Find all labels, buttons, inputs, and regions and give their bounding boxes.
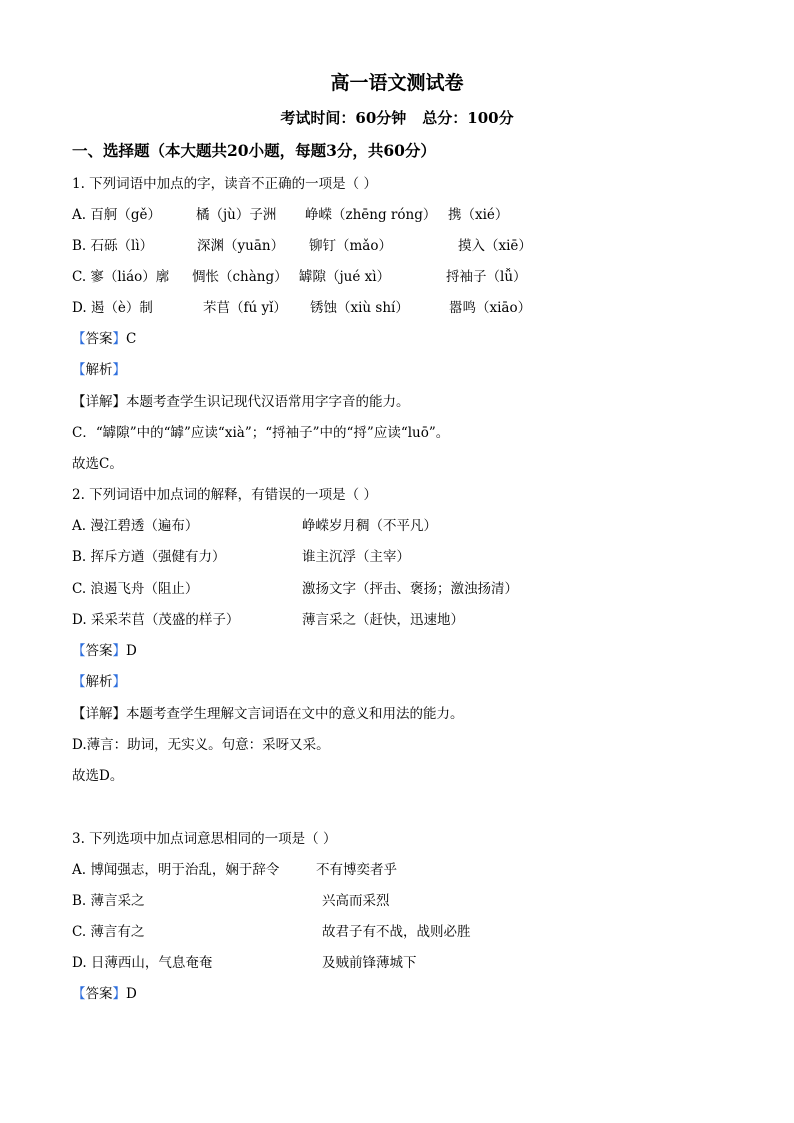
q3-option-b-left: B. 薄言采之 — [72, 893, 145, 909]
q1-option-b-item-3: 铆钉（mǎo） — [309, 238, 392, 254]
q1-option-b-item-4: 摸入（xiē） — [458, 238, 532, 254]
q1-analysis-tag: 【解析】 — [72, 362, 126, 378]
q3-stem: 3. 下列选项中加点词意思相同的一项是（ ） — [72, 831, 337, 847]
exam-total-score: 总分：100分 — [422, 109, 514, 127]
q3-option-c-left: C. 薄言有之 — [72, 924, 145, 940]
q2-answer — [72, 639, 137, 659]
q2-stem: 2. 下列词语中加点词的解释，有错误的一项是（ ） — [72, 487, 377, 503]
q2-option-d-right: 薄言采之（赶快，迅速地） — [302, 612, 464, 628]
detail-tag: 【详解】 — [72, 394, 126, 410]
answer-value: D — [126, 643, 137, 659]
q3-option-c-right: 故君子有不战，战则必胜 — [322, 924, 471, 940]
q1-option-b-item-2: 深渊（yuān） — [197, 238, 285, 254]
q2-option-d-left: D. 采采芣苢（茂盛的样子） — [72, 612, 240, 628]
q2-option-c-right: 激扬文字（抨击、褒扬；激浊扬清） — [302, 581, 518, 597]
q3-option-a-left: A. 博闻强志，明于治乱，娴于辞令 — [72, 862, 280, 878]
page-title: 高一语文测试卷 — [330, 72, 464, 94]
q3-answer — [72, 982, 137, 1002]
answer-value: C — [126, 331, 137, 347]
answer-tag: 【答案】 — [72, 986, 126, 1002]
q1-conclusion: 故选C。 — [72, 456, 123, 472]
q1-option-a-item-2: 橘（jù）子洲 — [196, 207, 277, 223]
q1-option-d-item-1: D. 遏（è）制 — [72, 300, 153, 316]
answer-value: D — [126, 986, 137, 1002]
answer-tag: 【答案】 — [72, 643, 126, 659]
q3-option-a-right: 不有博奕者乎 — [316, 862, 397, 878]
q1-option-a-item-1: A. 百舸（gě） — [72, 207, 161, 223]
q2-detail: 【详解】本题考查学生理解文言词语在文中的意义和用法的能力。 — [72, 706, 464, 722]
q1-option-d-item-4: 嚣鸣（xiāo） — [449, 300, 532, 316]
q3-option-d-right: 及贼前锋薄城下 — [322, 955, 417, 971]
q2-conclusion: 故选D。 — [72, 768, 124, 784]
q1-answer — [72, 327, 136, 347]
q1-option-c-item-2: 惆怅（chàng） — [192, 269, 288, 285]
q2-option-a-left: A. 漫江碧透（遍布） — [72, 518, 199, 534]
q1-option-c-item-4: 捋袖子（lǚ） — [446, 269, 527, 285]
q1-option-d-item-3: 锈蚀（xiù shí） — [310, 300, 409, 316]
q1-option-b-item-1: B. 石砾（lì） — [72, 238, 154, 254]
q2-option-c-left: C. 浪遏飞舟（阻止） — [72, 581, 199, 597]
q1-detail: 【详解】本题考查学生识记现代汉语常用字字音的能力。 — [72, 394, 410, 410]
answer-tag: 【答案】 — [72, 331, 126, 347]
detail-tag: 【详解】 — [72, 706, 126, 722]
q1-option-d-item-2: 芣苢（fú yǐ） — [203, 300, 287, 316]
q1-option-a-item-3: 峥嵘（zhēng róng） — [305, 207, 437, 223]
q1-option-c-item-1: C. 寥（liáo）廓 — [72, 269, 170, 285]
q1-option-a-item-4: 携（xié） — [448, 207, 509, 223]
q1-stem: 1. 下列词语中加点的字，读音不正确的一项是（ ） — [72, 176, 377, 192]
q2-explanation: D.薄言：助词，无实义。句意：采呀又采。 — [72, 737, 330, 753]
q3-option-d-left: D. 日薄西山，气息奄奄 — [72, 955, 213, 971]
q2-option-b-right: 谁主沉浮（主宰） — [302, 549, 410, 565]
q2-analysis-tag: 【解析】 — [72, 674, 126, 690]
q1-explanation: C．“罅隙”中的“罅”应读“xià”；“捋袖子”中的“捋”应读“luō”。 — [72, 425, 450, 441]
exam-time: 考试时间：60分钟 — [280, 109, 407, 127]
q3-option-b-right: 兴高而采烈 — [322, 893, 390, 909]
q2-option-b-left: B. 挥斥方遒（强健有力） — [72, 549, 226, 565]
q1-option-c-item-3: 罅隙（jué xì） — [299, 269, 391, 285]
exam-info — [0, 107, 794, 128]
section-heading: 一、选择题（本大题共20小题，每题3分，共60分） — [72, 141, 436, 160]
q2-option-a-right: 峥嵘岁月稠（不平凡） — [302, 518, 437, 534]
